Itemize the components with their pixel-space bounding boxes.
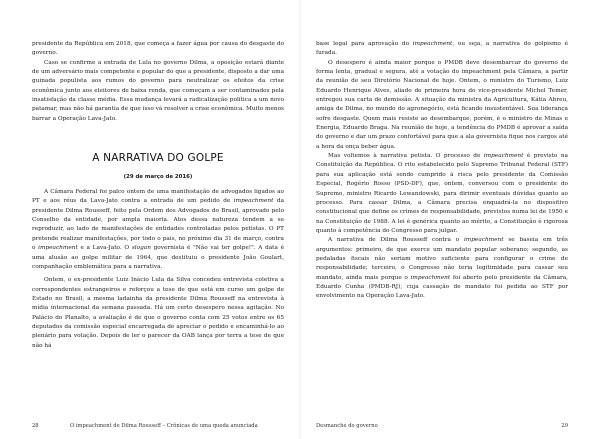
paragraph: O desespero é ainda maior porque o PMDB deve desembarcar do governo de forma lenta, gradual e segura, até a votação do impeachment pela Câmara, a partir da reunião de seu Diretório Nacional de hoje. Ontem, o ministro do Turismo, Luiz Eduardo Henrique Alves, aliado de primeira hora do vice-presidente Michel Temer, entregou sua carta de demissão. A situação da ministra da Agricultura, Kátia Abreu, amiga de Dilma, no mundo do agronegócio, está ficando insustentável. Sua liderança sofre desgaste. Quem mais resiste ao desembarque, porém, é o ministro de Minas e Energia, Eduardo Braga. Na reunião de hoje, a tendência do PMDB é aprovar a saída do governo e dar um prazo confortável para que a ala governista fique nos cargos até a hora da onça beber água. <box>316 59 568 150</box>
paragraph <box>32 188 284 272</box>
paragraph: Ontem, o ex-presidente Luiz Inácio Lula da Silva concedeu entrevista coletiva a correspondentes estrangeiros e reforçou a tese de que está em curso um golpe de Estado no Brasil, a mesma ladainha da presidente Dilma Rousseff na entrevista à mídia internacional da semana passada. Há um certo desespero nessa agitação. No Palácio do Planalto, a avaliação é de que o governo conta com 25 votos entre os 65 deputados da comissão especial encarregada de apreciar o pedido e encaminhá-lo ao plenário para votação. Depois de ler o parecer da OAB lança por terra a tese de que não há <box>32 277 284 349</box>
page-footer <box>316 423 568 429</box>
italic-term: impeachment <box>483 153 524 160</box>
italic-term: impeachment <box>38 245 78 252</box>
text-run: , ou seja, a narrativa do golpismo é furada. <box>316 41 568 57</box>
running-title: Desmanche do governo <box>316 423 378 429</box>
italic-term: slogan <box>131 245 151 252</box>
paragraph <box>316 236 568 301</box>
page-number: 28 <box>32 423 39 429</box>
right-page <box>300 0 600 439</box>
text-run: e a Lava-Jato. O <box>77 245 132 252</box>
running-title: O impeachment de Dilma Rousseff – Crônicas de uma queda anunciada <box>70 423 258 429</box>
italic-term: impeachment <box>463 237 504 244</box>
text-run: é previsto na Constituição da República. O rito estabelecido pelo Supremo Tribunal Federal (STF) para sua aplicação está sendo cumprido à risca pelo presidente da Comissão Especial, Rogério Rosso (PSD-DF), que, ontem, conversou com o presidente do Supremo, ministro Ricardo Lewandowski, para dirimir eventuais dúvidas quanto ao processo. Para cassar Dilma, a Câmara precisa enquadrá-la no dispositivo constitucional que define os crimes de responsabilidade, previstos numa lei de 1950 e na Constituição de 1988. A lei é genérica quanto ao mérito, a Constituição é rigorosa quanto à competência do Congresso para julgar. <box>316 153 568 234</box>
paragraph <box>316 152 568 236</box>
paragraph <box>316 40 568 59</box>
text-run: base legal para aprovação do <box>316 41 413 47</box>
text-run: foi aberto pelo presidente da Câmara, Eduardo Cunha (PMDB-RJ), cuja cassação de mandato foi pedida ao STF por envolvimento na Operação Lava-Jato. <box>316 274 568 300</box>
paragraph: presidente da República em 2018, que começa a fazer água por causa do desgaste do governo. <box>32 41 284 57</box>
chapter-date: (29 de março de 2016) <box>123 174 193 181</box>
text-run: Mas voltemos à narrativa petista. O processo de <box>328 153 484 160</box>
page-number: 29 <box>561 423 568 429</box>
text-run: da presidente Dilma Rousseff, feito pela Ordem dos Advogados do Brasil, aprovado pelo Conselho da entidade, por ampla maioria. Atos dessa natureza tendem a se reproduzir, ao lado de manifestações de entidades controladas pelos petistas. O PT pretende realizar manifestações, por todo o país, no próximo dia 31 de março, contra o <box>32 198 284 252</box>
paragraph: Caso se confirme a entrada de Lula no governo Dilma, a oposição estará diante de um adversário mais competente e popular do que a presidente, disposto a dar uma guinada populista aos rumos do governo para neutralizar os efeitos da crise econômica junto aos eleitores de baixa renda, que começam a ser contaminados pela insatisfação da classe média. Essa mudança levará a radicalização política a um novo patamar, mas não há garantia de que isso vá resolver a crise econômica. Muito menos barrar a Operação Lava-Jato. <box>32 59 284 122</box>
text-run: se baseia em três argumentos: primeiro, de que exerce um mandato popular soberano; segundo, as pedaladas fiscais não seriam motivo suficiente para configurar o crime de responsabilidade; terceiro, o Congresso não teria legitimidade para cassar seu mandato, ainda mais porque o <box>316 237 568 281</box>
page-footer <box>32 423 258 429</box>
text-run: A narrativa de Dilma Rousseff contra o <box>328 237 464 244</box>
text-run: A Câmara Federal foi palco ontem de uma manifestação de advogados ligados ao PT e aos réus da Lava-Jato contra a entrada de um pedido de <box>32 189 284 205</box>
chapter-title: A NARRATIVA DO GOLPE <box>92 152 224 165</box>
italic-term: impeachment <box>410 274 451 281</box>
italic-term: impeachment <box>412 41 453 47</box>
text-run: governista é "Não vai ter golpe!". A data é uma alusão ao golpe militar de 1964, que destituiu o presidente João Goulart, companhação emblemática para a narrativa. <box>32 245 285 270</box>
italic-term: impeachment <box>233 198 274 205</box>
